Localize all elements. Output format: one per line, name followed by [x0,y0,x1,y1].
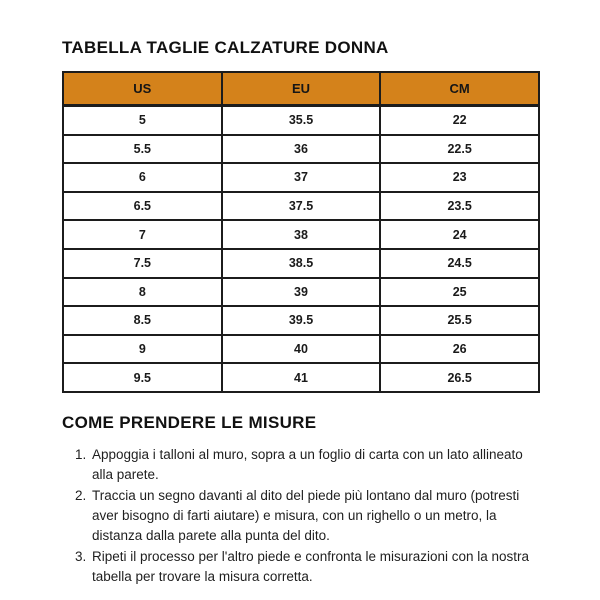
size-table-header [63,72,539,106]
table-row [63,278,539,307]
table-cell: 25.5 [380,306,539,335]
table-row [63,192,539,221]
table-row [63,335,539,364]
table-row [63,363,539,392]
table-cell: 37.5 [222,192,381,221]
instruction-step: 3. Ripeti il processo per l'altro piede e confronta le misurazioni con la nostra tabella per trovare la misura corretta. [90,547,540,587]
column-header-cm: CM [380,72,539,106]
table-cell: 38 [222,220,381,249]
table-cell: 6.5 [63,192,222,221]
table-cell: 9.5 [63,363,222,392]
size-table-title: TABELLA TAGLIE CALZATURE DONNA [62,38,389,57]
table-cell: 7 [63,220,222,249]
instruction-step: 1. Appoggia i talloni al muro, sopra a un foglio di carta con un lato allineato alla parete. [90,445,540,485]
table-cell: 25 [380,278,539,307]
table-cell: 5 [63,106,222,135]
table-cell: 37 [222,163,381,192]
table-cell: 24.5 [380,249,539,278]
table-cell: 7.5 [63,249,222,278]
table-cell: 9 [63,335,222,364]
table-cell: 26.5 [380,363,539,392]
table-cell: 40 [222,335,381,364]
instructions-title: COME PRENDERE LE MISURE [62,412,317,432]
table-cell: 23.5 [380,192,539,221]
table-cell: 26 [380,335,539,364]
table-cell: 5.5 [63,135,222,164]
table-cell: 38.5 [222,249,381,278]
table-row [63,249,539,278]
table-cell: 35.5 [222,106,381,135]
table-cell: 6 [63,163,222,192]
table-row [63,306,539,335]
column-header-eu: EU [222,72,381,106]
size-table-body [63,106,539,392]
table-row [63,163,539,192]
table-cell: 39.5 [222,306,381,335]
table-cell: 39 [222,278,381,307]
table-cell: 36 [222,135,381,164]
table-cell: 22 [380,106,539,135]
header-row [63,72,539,106]
table-cell: 24 [380,220,539,249]
table-cell: 8.5 [63,306,222,335]
table-cell: 41 [222,363,381,392]
size-table [62,71,540,393]
column-header-us: US [63,72,222,106]
table-cell: 8 [63,278,222,307]
table-row [63,135,539,164]
table-row [63,106,539,135]
table-cell: 23 [380,163,539,192]
table-row [63,220,539,249]
table-cell: 22.5 [380,135,539,164]
instruction-step: 2. Traccia un segno davanti al dito del piede più lontano dal muro (potresti aver bisogno di farti aiutare) e misura, con un righello o un metro, la distanza dalla parete alla punta del dito. [90,486,540,546]
instructions-list [62,445,540,587]
